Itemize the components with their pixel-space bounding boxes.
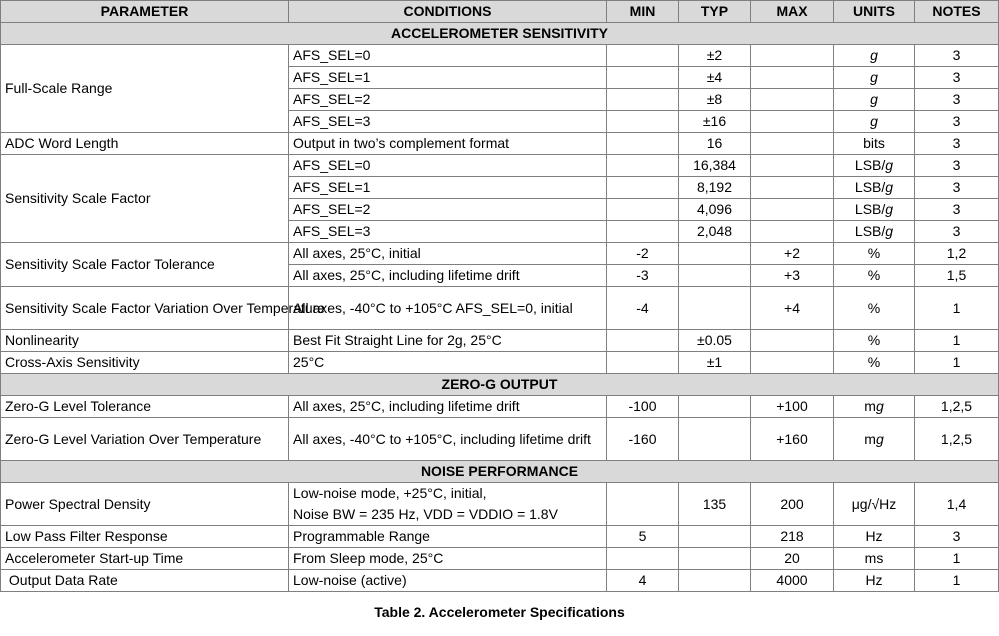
cell-min: -4 (607, 287, 679, 330)
param-nonlinearity: Nonlinearity (1, 330, 289, 352)
header-notes: NOTES (915, 1, 999, 23)
cell-max (751, 177, 834, 199)
cell-typ: ±16 (679, 111, 751, 133)
cell-typ: 8,192 (679, 177, 751, 199)
cell-unit (834, 221, 915, 243)
cell-unit (834, 177, 915, 199)
cell-max (751, 330, 834, 352)
cell-condition: AFS_SEL=1 (289, 177, 607, 199)
unit-m: m (864, 398, 876, 414)
cell-min (607, 352, 679, 374)
cell-unit: Hz (834, 526, 915, 548)
unit-prefix: LSB/ (854, 223, 886, 239)
table-row (1, 155, 999, 177)
cell-typ: 135 (679, 483, 751, 526)
cell-condition (289, 483, 607, 526)
cell-typ (679, 287, 751, 330)
cell-max (751, 155, 834, 177)
table-caption: Table 2. Accelerometer Specifications (374, 604, 625, 620)
cell-unit: g (834, 111, 915, 133)
cell-max: +3 (751, 265, 834, 287)
cell-min (607, 45, 679, 67)
cell-condition: All axes, 25°C, including lifetime drift (289, 265, 607, 287)
cell-unit: ms (834, 548, 915, 570)
unit-g: g (885, 223, 894, 239)
table-row (1, 352, 999, 374)
cell-condition: AFS_SEL=0 (289, 155, 607, 177)
table-row (1, 396, 999, 418)
cell-typ (679, 526, 751, 548)
cell-max: 200 (751, 483, 834, 526)
cell-unit: % (834, 265, 915, 287)
cell-unit (834, 418, 915, 461)
param-full-scale-range: Full-Scale Range (1, 45, 289, 133)
table-row (1, 570, 999, 592)
cell-condition: All axes, -40°C to +105°C, including lifetime drift (289, 418, 607, 461)
cell-condition: All axes, 25°C, including lifetime drift (289, 396, 607, 418)
table-row (1, 45, 999, 67)
table-row (1, 330, 999, 352)
cell-unit (834, 155, 915, 177)
cell-typ: ±8 (679, 89, 751, 111)
cell-min (607, 483, 679, 526)
cell-typ (679, 418, 751, 461)
cell-notes: 1,2,5 (915, 418, 999, 461)
cell-unit: bits (834, 133, 915, 155)
cell-condition: AFS_SEL=3 (289, 221, 607, 243)
cell-condition: From Sleep mode, 25°C (289, 548, 607, 570)
cell-min: -3 (607, 265, 679, 287)
cell-condition: Low-noise (active) (289, 570, 607, 592)
cell-min (607, 133, 679, 155)
header-max: MAX (751, 1, 834, 23)
cell-min: 4 (607, 570, 679, 592)
cell-notes: 1,5 (915, 265, 999, 287)
cell-max: +100 (751, 396, 834, 418)
cell-typ (679, 396, 751, 418)
param-adc-word-length: ADC Word Length (1, 133, 289, 155)
param-output-data-rate: Output Data Rate (1, 570, 289, 592)
cell-min (607, 89, 679, 111)
cell-unit (834, 199, 915, 221)
cell-max: +160 (751, 418, 834, 461)
cell-typ: 16,384 (679, 155, 751, 177)
header-units: UNITS (834, 1, 915, 23)
unit-g: g (885, 201, 894, 217)
param-zero-g-level-variation: Zero-G Level Variation Over Temperature (1, 418, 289, 461)
table-row (1, 483, 999, 526)
cell-max: 20 (751, 548, 834, 570)
cell-notes: 3 (915, 155, 999, 177)
cell-typ: ±1 (679, 352, 751, 374)
cell-unit: g (834, 45, 915, 67)
cell-notes: 3 (915, 133, 999, 155)
cell-max (751, 199, 834, 221)
cell-min (607, 177, 679, 199)
cell-typ: 16 (679, 133, 751, 155)
cell-condition: Best Fit Straight Line for 2g, 25°C (289, 330, 607, 352)
cell-unit: % (834, 243, 915, 265)
cell-min (607, 111, 679, 133)
cell-notes: 3 (915, 526, 999, 548)
cell-typ: ±4 (679, 67, 751, 89)
header-conditions: CONDITIONS (289, 1, 607, 23)
param-sensitivity-scale-factor: Sensitivity Scale Factor (1, 155, 289, 243)
header-row (1, 1, 999, 23)
unit-prefix: LSB/ (854, 201, 886, 217)
cell-condition: All axes, 25°C, initial (289, 243, 607, 265)
cell-notes: 3 (915, 111, 999, 133)
cell-unit: % (834, 287, 915, 330)
cell-notes: 1 (915, 548, 999, 570)
unit-prefix: LSB/ (854, 157, 886, 173)
header-parameter: PARAMETER (1, 1, 289, 23)
cell-unit: % (834, 330, 915, 352)
cell-unit: μg/√Hz (834, 483, 915, 526)
cell-min (607, 330, 679, 352)
cell-max: +4 (751, 287, 834, 330)
cell-max (751, 352, 834, 374)
cell-condition: Output in two’s complement format (289, 133, 607, 155)
section-row (1, 23, 999, 45)
header-typ: TYP (679, 1, 751, 23)
cell-max (751, 133, 834, 155)
table-row (1, 548, 999, 570)
cell-min: -160 (607, 418, 679, 461)
cell-notes: 1 (915, 330, 999, 352)
cell-min (607, 548, 679, 570)
cell-typ (679, 548, 751, 570)
param-sensitivity-variation-over-temperature: Sensitivity Scale Factor Variation Over Temperature (1, 287, 289, 330)
cell-typ: 2,048 (679, 221, 751, 243)
section-row (1, 374, 999, 396)
cell-notes: 3 (915, 67, 999, 89)
cell-typ: ±0.05 (679, 330, 751, 352)
cell-unit: g (834, 67, 915, 89)
section-zero-g-output: ZERO-G OUTPUT (1, 374, 999, 396)
cell-max (751, 45, 834, 67)
cell-notes: 1,2 (915, 243, 999, 265)
cell-condition: AFS_SEL=2 (289, 89, 607, 111)
cell-min: 5 (607, 526, 679, 548)
param-sensitivity-scale-factor-tolerance: Sensitivity Scale Factor Tolerance (1, 243, 289, 287)
param-cross-axis-sensitivity: Cross-Axis Sensitivity (1, 352, 289, 374)
cell-max: +2 (751, 243, 834, 265)
cell-condition: AFS_SEL=0 (289, 45, 607, 67)
unit-g: g (885, 179, 894, 195)
condition-line: Noise BW = 235 Hz, VDD = VDDIO = 1.8V (293, 506, 558, 522)
cell-unit: Hz (834, 570, 915, 592)
cell-max (751, 89, 834, 111)
unit-prefix: LSB/ (854, 179, 886, 195)
unit-g: g (875, 430, 884, 447)
unit-g: g (875, 398, 884, 414)
cell-max (751, 221, 834, 243)
cell-notes: 1 (915, 352, 999, 374)
cell-notes: 3 (915, 45, 999, 67)
cell-notes: 3 (915, 199, 999, 221)
cell-max (751, 67, 834, 89)
cell-typ: 4,096 (679, 199, 751, 221)
cell-condition: Programmable Range (289, 526, 607, 548)
condition-line: Low-noise mode, +25°C, initial, (293, 485, 487, 501)
cell-unit (834, 396, 915, 418)
cell-typ (679, 570, 751, 592)
cell-unit: g (834, 89, 915, 111)
cell-notes: 1 (915, 570, 999, 592)
param-startup-time: Accelerometer Start-up Time (1, 548, 289, 570)
cell-notes: 1,2,5 (915, 396, 999, 418)
cell-notes: 3 (915, 221, 999, 243)
header-min: MIN (607, 1, 679, 23)
cell-max (751, 111, 834, 133)
cell-min (607, 67, 679, 89)
table-row (1, 287, 999, 330)
cell-max: 218 (751, 526, 834, 548)
cell-unit: % (834, 352, 915, 374)
cell-typ (679, 243, 751, 265)
section-accelerometer-sensitivity: ACCELEROMETER SENSITIVITY (1, 23, 999, 45)
cell-condition: AFS_SEL=3 (289, 111, 607, 133)
section-row (1, 461, 999, 483)
param-low-pass-filter-response: Low Pass Filter Response (1, 526, 289, 548)
cell-notes: 1,4 (915, 483, 999, 526)
cell-typ: ±2 (679, 45, 751, 67)
cell-notes: 3 (915, 177, 999, 199)
cell-typ (679, 265, 751, 287)
table-row (1, 418, 999, 461)
cell-min: -2 (607, 243, 679, 265)
table-row (1, 243, 999, 265)
cell-min (607, 155, 679, 177)
cell-max: 4000 (751, 570, 834, 592)
cell-min: -100 (607, 396, 679, 418)
cell-min (607, 199, 679, 221)
cell-min (607, 221, 679, 243)
cell-notes: 3 (915, 89, 999, 111)
table-row (1, 133, 999, 155)
param-power-spectral-density: Power Spectral Density (1, 483, 289, 526)
unit-g: g (885, 157, 894, 173)
cell-condition: AFS_SEL=2 (289, 199, 607, 221)
cell-condition: AFS_SEL=1 (289, 67, 607, 89)
unit-m: m (864, 430, 876, 447)
cell-condition: All axes, -40°C to +105°C AFS_SEL=0, initial (289, 287, 607, 330)
cell-condition: 25°C (289, 352, 607, 374)
section-noise-performance: NOISE PERFORMANCE (1, 461, 999, 483)
param-zero-g-level-tolerance: Zero-G Level Tolerance (1, 396, 289, 418)
cell-notes: 1 (915, 287, 999, 330)
table-row (1, 526, 999, 548)
